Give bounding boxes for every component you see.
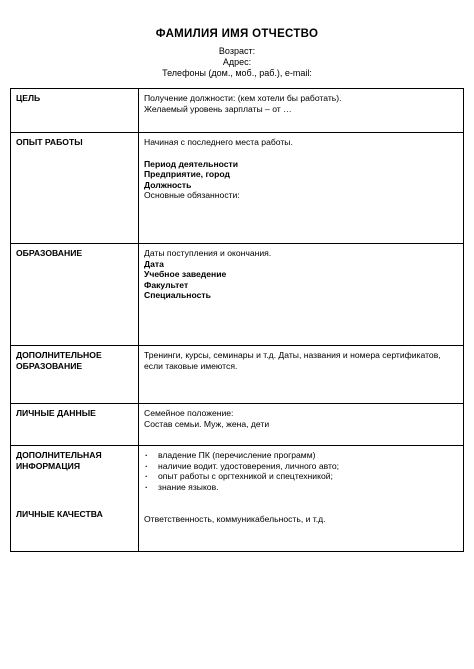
goal-label: ЦЕЛЬ <box>11 89 139 133</box>
personal-family: Состав семьи. Муж, жена, дети <box>144 418 270 429</box>
additional-info-label-line1: ДОПОЛНИТЕЛЬНАЯ <box>16 450 102 460</box>
additional-info-label <box>11 446 139 552</box>
additional-info-row <box>11 446 464 552</box>
goal-salary: Желаемый уровень зарплаты – от … <box>144 103 292 114</box>
education-content <box>139 244 464 346</box>
personal-row <box>11 404 464 446</box>
additional-info-list <box>144 450 458 492</box>
experience-company: Предприятие, город <box>144 169 231 179</box>
list-item: · наличие водит. удостоверения, личного авто; <box>144 461 458 472</box>
education-specialty: Специальность <box>144 290 211 300</box>
additional-info-content <box>139 446 464 552</box>
experience-period: Период деятельности <box>144 158 239 169</box>
personal-content <box>139 404 464 446</box>
resume-table <box>10 88 464 552</box>
additional-info-label-line2: ИНФОРМАЦИЯ <box>16 460 81 471</box>
personal-label: ЛИЧНЫЕ ДАННЫЕ <box>11 404 139 446</box>
address-label: Адрес: <box>222 57 252 67</box>
additional-education-label <box>11 346 139 404</box>
additional-education-content <box>139 346 464 404</box>
experience-label: ОПЫТ РАБОТЫ <box>11 133 139 244</box>
experience-intro: Начиная с последнего места работы. <box>144 137 293 147</box>
additional-education-label-line1: ДОПОЛНИТЕЛЬНОЕ <box>16 350 102 360</box>
education-institution: Учебное заведение <box>144 269 227 279</box>
qualities-text: Ответственность, коммуникабельность, и т.д. <box>144 514 326 524</box>
phones-label: Телефоны (дом., моб., раб.), e-mail: <box>162 68 312 78</box>
education-date: Дата <box>144 258 164 269</box>
additional-education-row <box>11 346 464 404</box>
education-intro: Даты поступления и окончания. <box>144 248 272 258</box>
experience-duties: Основные обязанности: <box>144 190 240 200</box>
additional-education-label-line2: ОБРАЗОВАНИЕ <box>16 360 83 371</box>
education-label: ОБРАЗОВАНИЕ <box>11 244 139 346</box>
goal-row <box>11 89 464 133</box>
experience-content <box>139 133 464 244</box>
qualities-label: ЛИЧНЫЕ КАЧЕСТВА <box>16 509 103 519</box>
education-row <box>11 244 464 346</box>
list-item: · знание языков. <box>144 482 458 493</box>
list-item: · опыт работы с оргтехникой и спецтехникой; <box>144 471 458 482</box>
additional-education-text: Тренинги, курсы, семинары и т.д. Даты, названия и номера сертификатов, если таковые имеются. <box>144 350 441 371</box>
goal-content <box>139 89 464 133</box>
personal-marital: Семейное положение: <box>144 408 234 418</box>
resume-title: ФАМИЛИЯ ИМЯ ОТЧЕСТВО <box>155 28 319 40</box>
goal-position: Получение должности: (кем хотели бы работать). <box>144 93 342 103</box>
education-faculty: Факультет <box>144 279 189 290</box>
experience-row <box>11 133 464 244</box>
list-item: · владение ПК (перечисление программ) <box>144 450 458 461</box>
age-label: Возраст: <box>218 46 256 56</box>
experience-position: Должность <box>144 179 192 190</box>
